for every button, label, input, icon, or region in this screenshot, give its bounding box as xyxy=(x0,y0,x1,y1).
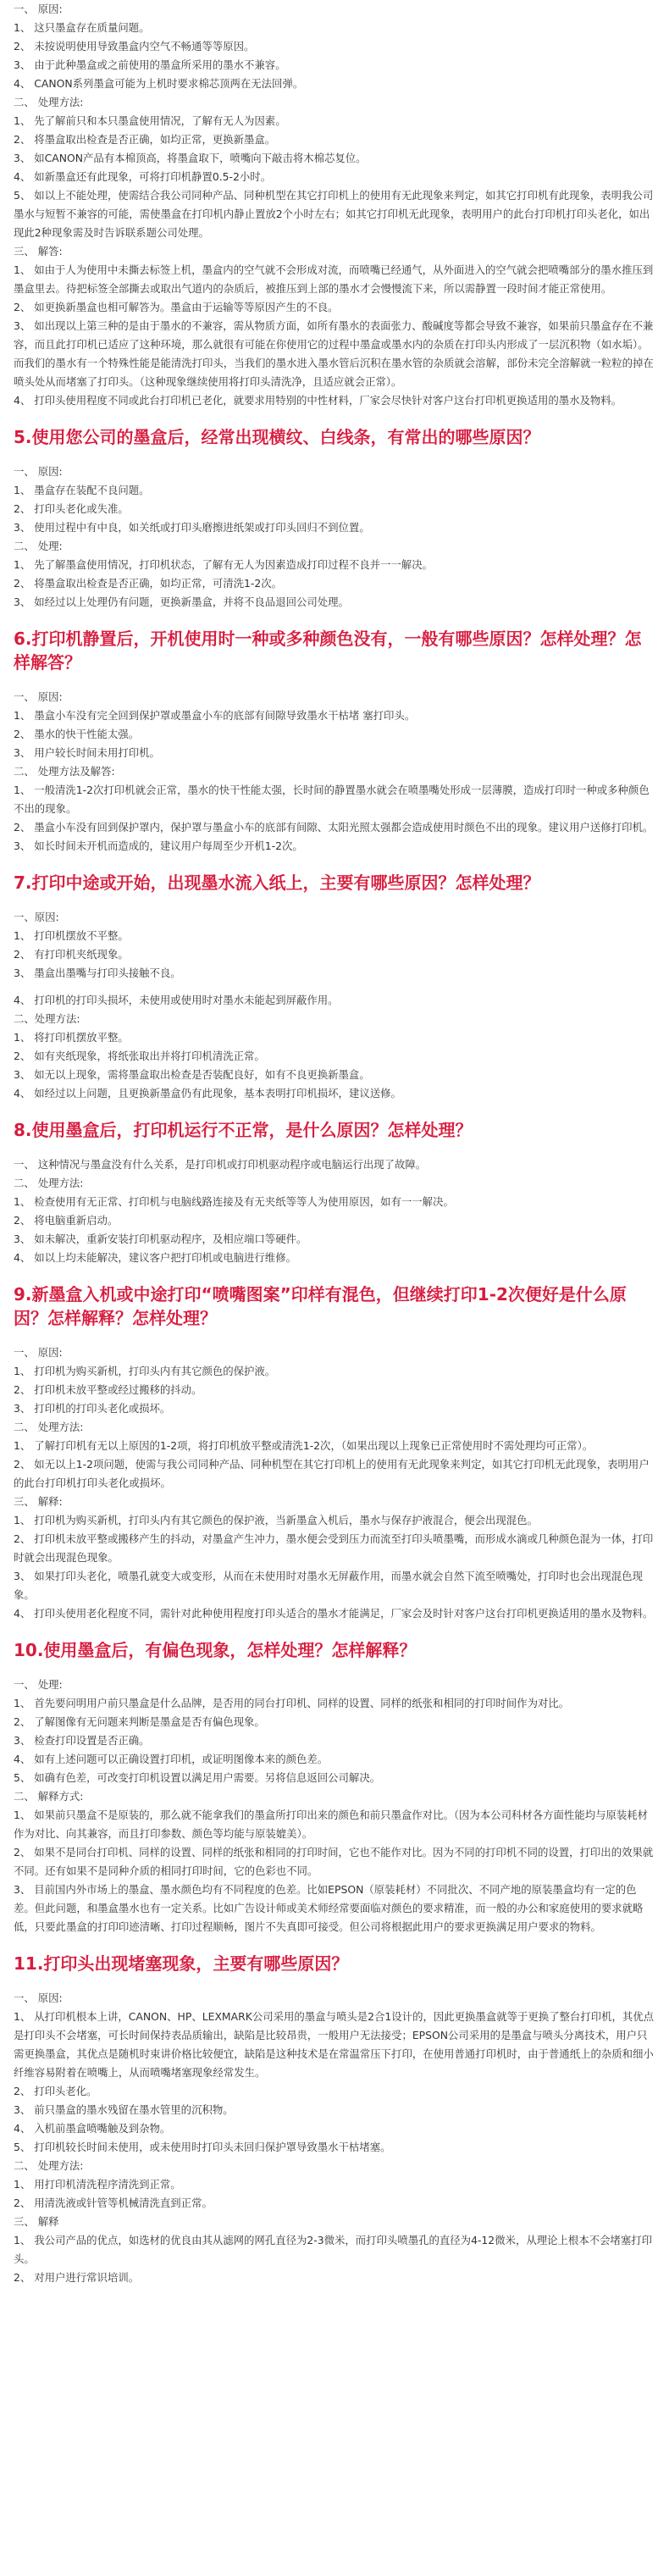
subsection-heading: 二、 处理方法: xyxy=(14,2159,84,2172)
paragraph: 3、 如长时间未开机而造成的，建议用户每周至少开机1-2次。 xyxy=(14,839,303,852)
subsection-heading: 二、 处理方法及解答: xyxy=(14,765,115,778)
paragraph: 3、 如未解决，重新安装打印机驱动程序，及相应端口等硬件。 xyxy=(14,1233,307,1245)
paragraph: 2、 如果不是同台打印机、同样的设置、同样的纸张和相同的打印时间，它也不能作对比。因为不同的打印机不同的设置，打印出的效果就不同。还有如果不是同种介质的相同打印时间，它的色彩也不同。 xyxy=(14,1846,654,1877)
paragraph: 1、 了解打印机有无以上原因的1-2项，将打印机放平整或清洗1-2次，（如果出现以上现象已正常使用时不需处理均可正常）。 xyxy=(14,1439,594,1452)
paragraph: 1、 打印机为购买新机，打印头内有其它颜色的保护液。 xyxy=(14,1365,276,1377)
paragraph: 1、 墨盒存在装配不良问题。 xyxy=(14,484,150,496)
paragraph: 1、 我公司产品的优点，如选材的优良由其从滤网的网孔直径为2-3微米，而打印头喷墨孔的直径为4-12微米，从理论上根本不会堵塞打印头。 xyxy=(14,2234,653,2265)
paragraph: 1、 首先要问明用户前只墨盒是什么品牌，是否用的同台打印机、同样的设置、同样的纸张和相同的打印时间作为对比。 xyxy=(14,1697,570,1709)
subsection-heading: 二、 解释方式: xyxy=(14,1790,84,1803)
subsection-heading: 一、 原因: xyxy=(14,3,63,15)
paragraph: 1、 先了解墨盒使用情况，打印机状态，了解有无人为因素造成打印过程不良并一一解决。 xyxy=(14,558,434,571)
paragraph: 1、 墨盒小车没有完全回到保护罩或墨盒小车的底部有间隙导致墨水干枯堵 塞打印头。 xyxy=(14,709,416,722)
paragraph: 1、 如由于人为使用中未撕去标签上机，墨盒内的空气就不会形成对流，而喷嘴已经通气，从外面进入的空气就会把喷嘴部分的墨水推压到墨盒里去。待把标签全部撕去或取出气道内的杂质后，被推压到上部的墨水才会慢慢流下来，所以需静置一段时间才能正常使用。 xyxy=(14,263,654,295)
paragraph: 2、 打印头老化。 xyxy=(14,2085,97,2097)
paragraph: 1、 如果前只墨盒不是原装的，那么就不能拿我们的墨盒所打印出来的颜色和前只墨盒作对比。（因为本公司科材各方面性能均与原装耗材作为对比、向其兼容，而且打印参数、颜色等均能与原装媲美）。 xyxy=(14,1809,649,1840)
paragraph: 3、 打印机的打印头老化或损坏。 xyxy=(14,1402,171,1415)
paragraph: 5、 打印机较长时间未使用，或未使用时打印头未回归保护罩导致墨水干枯堵塞。 xyxy=(14,2141,391,2153)
faq-section xyxy=(14,627,655,856)
paragraph: 3、 由于此种墨盒或之前使用的墨盒所采用的墨水不兼容。 xyxy=(14,58,286,71)
paragraph: 2、 将电脑重新启动。 xyxy=(14,1214,119,1227)
paragraph: 2、 对用户进行常识培训。 xyxy=(14,2271,140,2284)
paragraph: 4、 CANON系列墨盒可能为上机时要求棉芯顶两在无法回弹。 xyxy=(14,77,304,90)
section-title: 8.使用墨盒后，打印机运行不正常，是什么原因？怎样处理？ xyxy=(14,1120,473,1140)
subsection-heading: 二、 处理方法: xyxy=(14,96,84,108)
paragraph: 4、 如以上均未能解决，建议客户把打印机或电脑进行维修。 xyxy=(14,1251,296,1264)
paragraph: 3、 用户较长时间未用打印机。 xyxy=(14,746,160,759)
subsection-heading: 一、 原因: xyxy=(14,690,63,703)
paragraph: 2、 了解图像有无问题来判断是墨盒是否有偏色现象。 xyxy=(14,1715,265,1728)
faq-section xyxy=(14,1282,655,1623)
faq-section xyxy=(14,1118,655,1267)
paragraph: 2、 如有夹纸现象，将纸张取出并将打印机清洗正常。 xyxy=(14,1050,265,1062)
section-title: 7.打印中途或开始，出现墨水流入纸上，主要有哪些原因？怎样处理？ xyxy=(14,873,540,893)
section-title: 10.使用墨盒后，有偏色现象，怎样处理？怎样解释？ xyxy=(14,1640,417,1660)
subsection-heading: 一、 原因: xyxy=(14,1346,63,1359)
subsection-heading: 二、 处理方法: xyxy=(14,1421,84,1433)
section-title: 5.使用您公司的墨盒后，经常出现横纹、白线条，有常出的哪些原因？ xyxy=(14,427,540,447)
paragraph: 1、 先了解前只和本只墨盒使用情况，了解有无人为因素。 xyxy=(14,114,286,127)
subsection-heading: 三、 解答: xyxy=(14,245,63,258)
section-title: 9.新墨盒入机或中途打印“喷嘴图案”印样有混色，但继续打印1-2次便好是什么原因？怎样解释？怎样处理？ xyxy=(14,1284,627,1328)
paragraph: 4、 如有上述问题可以正确设置打印机，或证明图像本来的颜色差。 xyxy=(14,1753,329,1765)
subsection-heading: 二、 处理: xyxy=(14,540,63,552)
paragraph: 4、 打印头使用程度不同或此台打印机已老化，就要求用特别的中性材料，厂家会尽快针对客户这台打印机更换适用的墨水及物料。 xyxy=(14,394,622,407)
paragraph: 3、 目前国内外市场上的墨盒、墨水颜色均有不同程度的色差。比如EPSON（原装耗材）不同批次、不同产地的原装墨盒均有一定的色差。但此问题，和墨盒墨水也有一定关系。比如广告设计师或美术师经常要面临对颜色的要求精准，而一般的办公和家庭使用的要求就略低，只要此墨盒的打印印迹清晰、打印过程顺畅，图片不失真即可接受。但公司将根据此用户的要求更换满足用户要求的物料。 xyxy=(14,1883,644,1933)
faq-section xyxy=(14,1638,655,1936)
paragraph: 2、 将墨盒取出检查是否正确，如均正常，可清洗1-2次。 xyxy=(14,577,283,590)
paragraph: 1、 一般清洗1-2次打印机就会正常，墨水的快干性能太强，长时间的静置墨水就会在喷墨嘴处形成一层薄膜，造成打印时一种或多种颜色不出的现象。 xyxy=(14,784,650,815)
paragraph: 1、 从打印机根本上讲，CANON、HP、LEXMARK公司采用的墨盒与喷头是2合1设计的，因此更换墨盒就等于更换了整台打印机，其优点是打印头不会堵塞，可长时间保持表品质输出，缺陷是比较昂贵，一般用户无法接受；EPSON公司采用的是墨盒与喷头分离技术，用户只需更换墨盒，其优点是随机时束讲价格比较便宜，缺陷是这种技术是在常温常压下打印，在使用普通打印机时，由于普通纸上的杂质和细小纤维容易附着在喷嘴上，从而喷嘴堵塞现象经常发生。 xyxy=(14,2010,655,2079)
faq-section xyxy=(14,0,655,410)
paragraph: 3、 如无以上现象，需将墨盒取出检查是否装配良好，如有不良更换新墨盒。 xyxy=(14,1068,370,1081)
paragraph: 3、 如经过以上处理仍有问题，更换新墨盒，并将不良品退回公司处理。 xyxy=(14,596,349,608)
section-title: 11.打印头出现堵塞现象，主要有哪些原因？ xyxy=(14,1953,349,1974)
paragraph: 2、 将墨盒取出检查是否正确，如均正常，更换新墨盒。 xyxy=(14,133,276,146)
paragraph: 3、 检查打印设置是否正确。 xyxy=(14,1734,150,1747)
paragraph: 2、 墨盒小车没有回到保护罩内，保护罩与墨盒小车的底部有间隙、太阳光照太强都会造成使用时颜色不出的现象。建议用户送修打印机。 xyxy=(14,821,654,834)
subsection-heading: 一、原因: xyxy=(14,911,59,923)
paragraph: 2、 墨水的快干性能太强。 xyxy=(14,728,140,740)
paragraph: 2、 打印机未放平整或搬移产生的抖动，对墨盒产生冲力，墨水便会受到压力而流至打印头喷墨嘴，而形成水滴或几种颜色混为一体，打印时就会出现混色现象。 xyxy=(14,1532,654,1564)
paragraph: 2、 如更换新墨盒也相可解答为。墨盒由于运输等等原因产生的不良。 xyxy=(14,301,339,313)
paragraph: 4、 入机前墨盒喷嘴触及到杂物。 xyxy=(14,2122,171,2135)
subsection-heading: 三、 解释 xyxy=(14,2215,59,2228)
paragraph: 3、 如CANON产品有本棉顶高，将墨盒取下，喷嘴向下敲击将木棉芯复位。 xyxy=(14,152,367,164)
paragraph: 1、 用打印机清洗程序清洗到正常。 xyxy=(14,2178,181,2191)
paragraph: 一、 这种情况与墨盒没有什么关系，是打印机或打印机驱动程序或电脑运行出现了故障。 xyxy=(14,1158,427,1171)
faq-section xyxy=(14,871,655,1103)
faq-section xyxy=(14,425,655,612)
paragraph: 5、 如确有色差，可改变打印机设置以满足用户需要。另将信息返回公司解决。 xyxy=(14,1771,381,1784)
paragraph: 2、 未按说明使用导致墨盒内空气不畅通等等原因。 xyxy=(14,40,255,53)
paragraph: 4、 如经过以上问题，且更换新墨盒仍有此现象，基本表明打印机损坏，建议送修。 xyxy=(14,1087,401,1100)
subsection-heading: 二、处理方法: xyxy=(14,1012,80,1025)
paragraph: 4、 如新墨盒还有此现象，可将打印机静置0.5-2小时。 xyxy=(14,170,272,183)
paragraph: 1、 这只墨盒存在质量问题。 xyxy=(14,21,150,34)
section-title: 6.打印机静置后，开机使用时一种或多种颜色没有，一般有哪些原因？怎样处理？怎样解答？ xyxy=(14,629,642,673)
spacer xyxy=(14,983,655,991)
faq-section xyxy=(14,1952,655,2287)
paragraph: 2、 打印机未放平整或经过搬移的抖动。 xyxy=(14,1383,202,1396)
paragraph: 1、 将打印机摆放平整。 xyxy=(14,1031,129,1044)
paragraph: 5、 如以上不能处理，使需结合我公司同种产品、同种机型在其它打印机上的使用有无此现象来判定，如其它打印机有此现象，表明我公司墨水与短暂不兼容的可能，需使墨盒在打印机内静止置放2个小时左右；如其它打印机无此现象，表明用户的此台打印机打印头老化，如出现此2种现象需及时告诉联系题公司处理。 xyxy=(14,189,654,239)
paragraph: 1、 打印机摆放不平整。 xyxy=(14,929,129,942)
paragraph: 4、 打印机的打印头损坏，未使用或使用时对墨水未能起到屏蔽作用。 xyxy=(14,994,339,1006)
subsection-heading: 一、 处理: xyxy=(14,1678,63,1691)
paragraph: 3、 如果打印头老化，喷墨孔就变大或变形，从而在未使用时对墨水无屏蔽作用，而墨水就会自然下流至喷嘴处，打印时也会出现混色现象。 xyxy=(14,1570,643,1601)
paragraph: 2、 如无以上1-2项问题，使需与我公司同种产品、同种机型在其它打印机上的使用有无此现象来判定，如其它打印机无此现象，表明用户的此台打印机打印头老化或损坏。 xyxy=(14,1458,650,1489)
paragraph: 3、 如出现以上第三种的是由于墨水的不兼容，需从物质方面，如所有墨水的表面张力、酸碱度等都会导致不兼容，如果前只墨盒存在不兼容，而且此打印机已适应了这种环境，那么就很有可能在你使用它的过程中墨盒或墨水内的杂质在打印头内形成了一层沉积物（如水垢）。而我们的墨水有一个特殊性能是能清洗打印头，当我们的墨水进入墨水管后沉积在墨水管的杂质就会溶解，部份未完全溶解就一粒粒的掉在喷头处从而堵塞了打印头。（这种现象继续使用将打印头清洗净，且适应就会正常）。 xyxy=(14,319,654,388)
paragraph: 3、 墨盒出墨嘴与打印头接触不良。 xyxy=(14,967,181,979)
paragraph: 2、 打印头老化或失准。 xyxy=(14,502,129,515)
paragraph: 3、 前只墨盒的墨水残留在墨水管里的沉积物。 xyxy=(14,2103,234,2116)
paragraph: 1、 检查使用有无正常、打印机与电脑线路连接及有无夹纸等等人为使用原因，如有一一解决。 xyxy=(14,1195,454,1208)
paragraph: 2、 有打印机夹纸现象。 xyxy=(14,948,129,961)
paragraph: 3、 使用过程中有中良，如关纸或打印头磨擦进纸架或打印头回归不到位置。 xyxy=(14,521,370,534)
subsection-heading: 一、 原因: xyxy=(14,1992,63,2004)
paragraph: 1、 打印机为购买新机，打印头内有其它颜色的保护液，当新墨盒入机后，墨水与保存护液混合，便会出现混色。 xyxy=(14,1514,538,1526)
paragraph: 2、 用清洗液或针管等机械清洗直到正常。 xyxy=(14,2197,213,2209)
subsection-heading: 三、 解释: xyxy=(14,1495,63,1508)
paragraph: 4、 打印头使用老化程度不同，需针对此种使用程度打印头适合的墨水才能满足，厂家会及时针对客户这台打印机更换适用的墨水及物料。 xyxy=(14,1607,654,1620)
subsection-heading: 一、 原因: xyxy=(14,465,63,478)
subsection-heading: 二、 处理方法: xyxy=(14,1177,84,1189)
